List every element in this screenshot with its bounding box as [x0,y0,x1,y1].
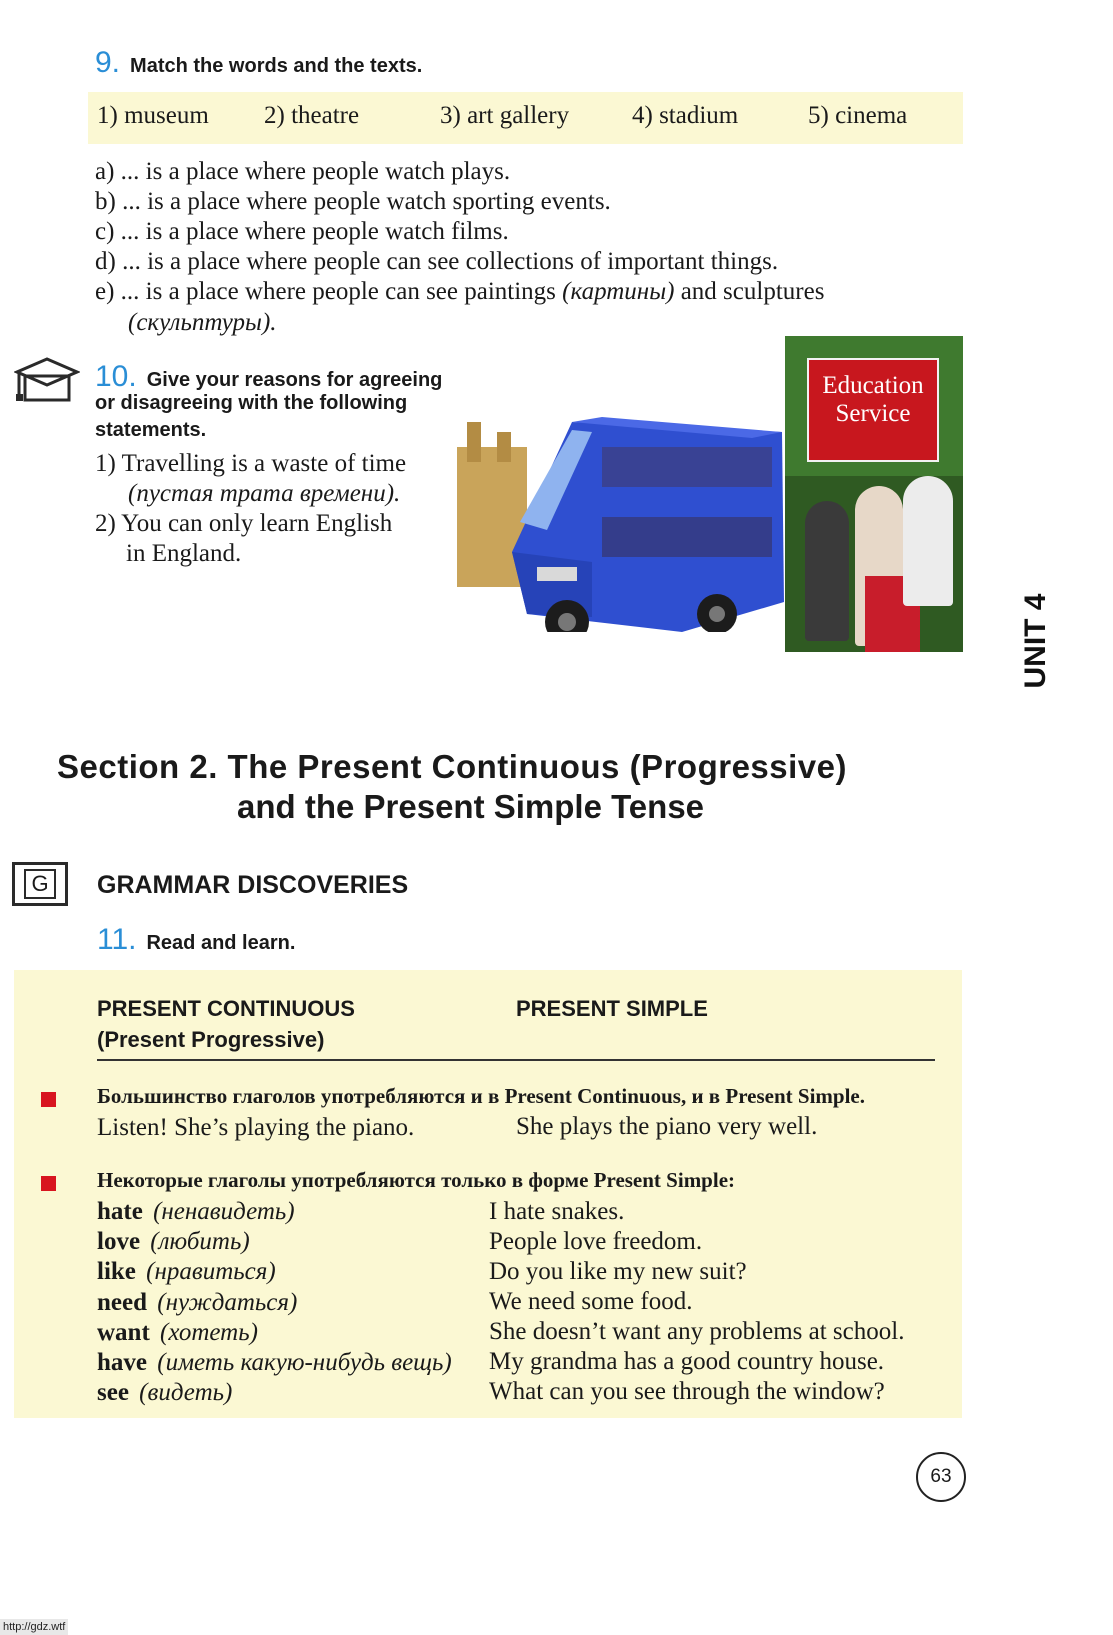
verb-gloss: (ненавидеть) [153,1198,295,1225]
ex9-text-c: c) ... is a place where people watch films. [95,218,509,245]
col-header-present-simple: PRESENT SIMPLE [516,996,708,1021]
rule-2-text: Некоторые глаголы употребляются только в форме Present Simple: [97,1168,736,1192]
rule-1-text: Большинство глаголов употребляются и в Present Continuous, и в Present Simple. [97,1084,865,1108]
verb-row [97,1319,258,1347]
ex11-heading [97,923,295,957]
book-cover-title-l1: Education [822,372,924,399]
ex11-instruction: Read and learn. [146,932,296,954]
ex9-word-1: 1) museum [97,102,209,129]
verb-gloss: (нуждаться) [157,1289,298,1316]
verb-gloss: (иметь какую-нибудь вещь) [157,1349,452,1376]
grammar-heading: GRAMMAR DISCOVERIES [97,871,409,899]
verb-example: People love freedom. [489,1228,703,1255]
ex10-instruction-l2: or disagreeing with the following [95,392,408,414]
verb-row [97,1258,276,1286]
verb-gloss: (хотеть) [160,1319,258,1346]
ex9-number: 9. [95,46,121,79]
verb-word: want [97,1319,150,1346]
verb-example: She doesn’t want any problems at school. [489,1318,905,1345]
ex10-statement-2-cont: in England. [126,540,242,567]
graduation-cap-icon [14,356,80,411]
verb-example: We need some food. [489,1288,693,1315]
ex10-instruction-l1: Give your reasons for agreeing [146,369,443,391]
ex9-instruction: Match the words and the texts. [130,55,423,77]
verb-word: have [97,1349,147,1376]
rule-1-bullet [41,1092,56,1107]
rule-1-example-simple: She plays the piano very well. [516,1113,818,1140]
verb-gloss: (видеть) [139,1379,233,1406]
page-number: 63 [916,1452,966,1502]
book-cover-title-l2: Service [835,400,911,427]
verb-row [97,1289,297,1317]
section-title-l2: and the Present Simple Tense [237,788,705,825]
ex10-number: 10. [95,360,137,393]
verb-example: My grandma has a good country house. [489,1348,885,1375]
verb-row [97,1198,295,1226]
verb-gloss: (нравиться) [146,1258,276,1285]
col-header-present-progressive: (Present Progressive) [97,1027,325,1052]
ex9-text-e-cont: and sculptures [680,278,825,305]
ex9-text-e-main: e) ... is a place where people can see paintings [95,278,556,305]
verb-example: Do you like my new suit? [489,1258,747,1285]
verb-example: I hate snakes. [489,1198,625,1225]
verb-word: love [97,1228,141,1255]
ex9-text-b: b) ... is a place where people watch sporting events. [95,188,611,215]
ex9-text-e-gloss: (картины) [562,278,675,305]
rule-2-bullet [41,1176,56,1191]
book-cover-title-box [807,358,939,462]
verb-example: What can you see through the window? [489,1378,885,1405]
grammar-g-icon [12,862,68,906]
verb-word: need [97,1289,147,1316]
ex9-text-e-gloss2: (скульптуры). [128,309,277,336]
table-divider [97,1059,935,1061]
ex10-statement-1: 1) Travelling is a waste of time [95,450,407,477]
ex9-word-3: 3) art gallery [440,102,570,129]
ex9-text-e [95,278,824,306]
section-title-l1: Section 2. The Present Continuous (Progressive) [57,748,847,785]
ex9-word-4: 4) stadium [632,102,739,129]
verb-gloss: (любить) [150,1228,250,1255]
verb-word: see [97,1379,129,1406]
verb-word: like [97,1258,136,1285]
footer-url[interactable]: http://gdz.wtf [0,1619,68,1635]
ex10-heading [95,360,442,394]
verb-word: hate [97,1198,143,1225]
unit-side-tab: UNIT 4 [1019,593,1052,689]
ex11-number: 11. [97,923,137,956]
ex10-statement-1-gloss: (пустая трата времени). [128,480,401,507]
col-header-present-continuous: PRESENT CONTINUOUS [97,996,355,1021]
ex9-word-5: 5) cinema [808,102,908,129]
verb-row [97,1228,250,1256]
verb-row [97,1349,452,1377]
grammar-icon-letter: G [24,869,56,899]
double-decker-bus-illustration [452,402,792,669]
verb-row [97,1379,232,1407]
ex9-text-a: a) ... is a place where people watch plays. [95,158,511,185]
ex10-instruction-l3: statements. [95,419,207,441]
ex9-text-d: d) ... is a place where people can see collections of important things. [95,248,779,275]
book-cover-image [785,336,963,652]
rule-1-example-continuous: Listen! She’s playing the piano. [97,1114,415,1141]
ex9-heading [95,46,422,80]
ex9-word-2: 2) theatre [264,102,360,129]
ex10-statement-2: 2) You can only learn English [95,510,393,537]
